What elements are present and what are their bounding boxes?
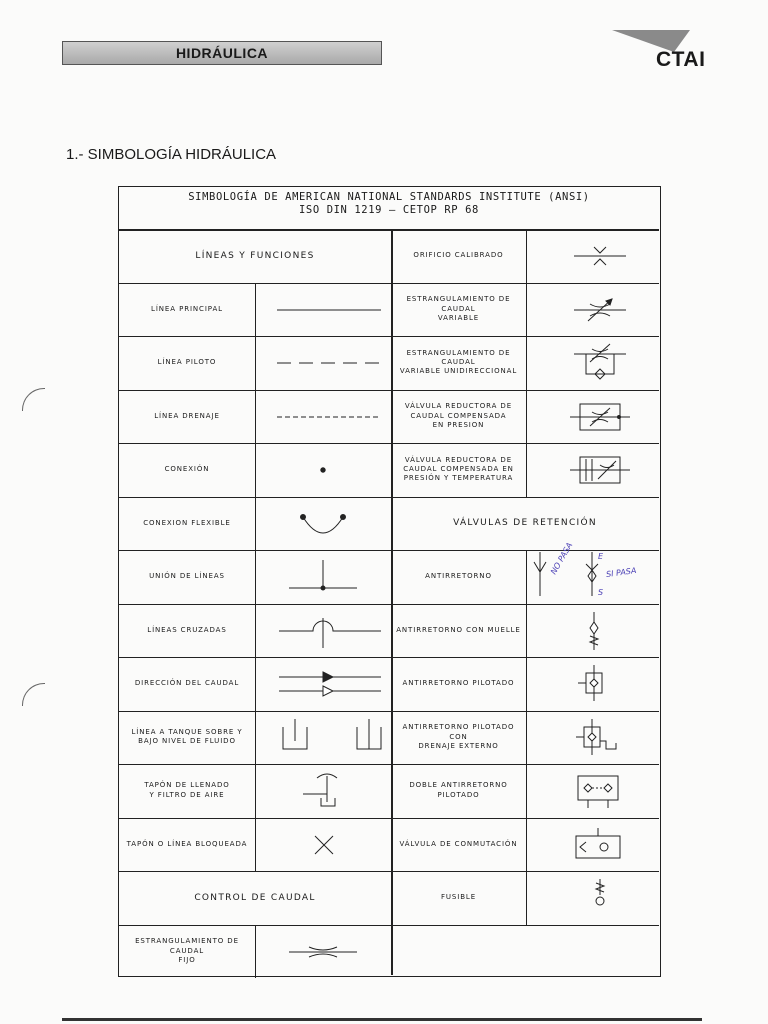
- shuttle-valve-icon: [530, 818, 660, 872]
- table-rule: [526, 550, 527, 604]
- symbol-label: LÍNEA A TANQUE SOBRE Y BAJO NIVEL DE FLUIDO: [131, 727, 243, 746]
- symbol-label: ESTRANGULAMIENTO DE CAUDAL VARIABLE UNIDIRECCIONAL: [399, 348, 518, 376]
- handwritten-note: E: [598, 552, 604, 561]
- binder-hole-mark: [22, 388, 45, 411]
- table-group-header: VÁLVULAS DE RETENCIÓN: [453, 518, 597, 529]
- table-rule: [526, 657, 527, 711]
- table-rule: [255, 604, 256, 658]
- drain-line-icon: [259, 390, 389, 444]
- symbol-label: ESTRANGULAMIENTO DE CAUDAL VARIABLE: [406, 295, 511, 322]
- symbol-label: FUSIBLE: [440, 893, 477, 902]
- variable-throttle-icon: [530, 283, 660, 337]
- crossed-lines-icon: [259, 604, 389, 658]
- table-rule: [526, 283, 527, 337]
- handwritten-note: S: [598, 588, 604, 597]
- table-rule: [526, 764, 527, 818]
- symbol-label: CONEXIÓN: [164, 465, 210, 474]
- table-rule: [255, 443, 256, 497]
- double-piloted-check-icon: [530, 764, 660, 818]
- flow-direction-icon: [259, 657, 389, 711]
- symbol-label: LÍNEA DRENAJE: [154, 411, 220, 420]
- symbol-label: LÍNEA PILOTO: [157, 358, 217, 367]
- symbol-label: [391, 925, 526, 979]
- footer-rule: [62, 1018, 702, 1021]
- table-rule: [255, 336, 256, 390]
- table-rule: [526, 443, 527, 497]
- symbol-table: [118, 186, 661, 977]
- fixed-throttle-icon: [259, 925, 389, 979]
- page-title: 1.- SIMBOLOGÍA HIDRÁULICA: [66, 146, 277, 163]
- piloted-check-drain-icon: [530, 711, 660, 765]
- symbol-label: DOBLE ANTIRRETORNO PILOTADO: [409, 781, 508, 799]
- blocked-line-icon: [259, 818, 389, 872]
- piloted-check-valve-icon: [530, 657, 660, 711]
- symbol-label: ANTIRRETORNO: [425, 572, 492, 581]
- company-logo: CTAI: [656, 48, 706, 71]
- handwritten-note: NO PASA: [548, 540, 575, 577]
- tank-line-icon: [259, 711, 389, 765]
- connection-dot-icon: [259, 443, 389, 497]
- fuse-valve-icon: [530, 871, 660, 925]
- table-title: SIMBOLOGÍA DE AMERICAN NATIONAL STANDARDS INSTITUTE (ANSI) ISO DIN 1219 — CETOP RP 68: [188, 191, 590, 216]
- temperature-compensated-valve-icon: [530, 443, 660, 497]
- table-rule: [255, 711, 256, 765]
- section-header-bar: HIDRÁULICA: [62, 41, 382, 65]
- table-rule: [526, 818, 527, 872]
- table-group-header: CONTROL DE CAUDAL: [194, 892, 316, 903]
- symbol-label: VÁLVULA REDUCTORA DE CAUDAL COMPENSADA EN PRESIÓN Y TEMPERATURA: [403, 455, 514, 483]
- table-rule: [255, 925, 256, 979]
- symbol-label: ANTIRRETORNO PILOTADO: [402, 679, 515, 688]
- symbol-label: TAPÓN DE LLENADO Y FILTRO DE AIRE: [144, 781, 230, 799]
- table-rule: [526, 711, 527, 765]
- table-rule: [526, 229, 527, 283]
- table-rule: [526, 390, 527, 444]
- table-rule: [255, 497, 256, 551]
- symbol-label: ANTIRRETORNO CON MUELLE: [396, 625, 521, 634]
- symbol-label: VÁLVULA DE CONMUTACIÓN: [399, 839, 518, 848]
- unidirectional-throttle-icon: [530, 336, 660, 390]
- symbol-label: UNIÓN DE LÍNEAS: [149, 572, 225, 581]
- symbol-label: ORIFICIO CALIBRADO: [413, 251, 504, 260]
- table-rule: [526, 871, 527, 925]
- table-group-header: LÍNEAS Y FUNCIONES: [195, 250, 315, 261]
- table-rule: [255, 764, 256, 818]
- table-rule: [526, 336, 527, 390]
- pilot-line-icon: [259, 336, 389, 390]
- symbol-label: LÍNEAS CRUZADAS: [147, 625, 227, 634]
- table-rule: [255, 550, 256, 604]
- filler-cap-icon: [259, 764, 389, 818]
- pressure-compensated-valve-icon: [530, 390, 660, 444]
- table-rule: [526, 604, 527, 658]
- symbol-label: ESTRANGULAMIENTO DE CAUDAL FIJO: [135, 937, 239, 964]
- table-rule: [255, 657, 256, 711]
- check-valve-icon: [530, 550, 660, 604]
- symbol-label: LÍNEA PRINCIPAL: [151, 304, 223, 313]
- spring-check-valve-icon: [530, 604, 660, 658]
- symbol-label: TAPÓN O LÍNEA BLOQUEADA: [126, 839, 248, 848]
- symbol-label: CONEXION FLEXIBLE: [143, 518, 231, 527]
- symbol-label: VÁLVULA REDUCTORA DE CAUDAL COMPENSADA EN PRESION: [404, 402, 513, 429]
- table-rule: [255, 818, 256, 872]
- binder-hole-mark: [22, 683, 45, 706]
- table-rule: [255, 283, 256, 337]
- symbol-label: DIRECCIÓN DEL CAUDAL: [134, 679, 240, 688]
- calibrated-orifice-icon: [530, 229, 660, 283]
- handwritten-note: SI PASA: [605, 565, 637, 580]
- flexible-connection-icon: [259, 497, 389, 551]
- symbol-label: ANTIRRETORNO PILOTADO CON DRENAJE EXTERNO: [402, 723, 515, 750]
- main-line-icon: [259, 283, 389, 337]
- table-rule: [255, 390, 256, 444]
- line-junction-icon: [259, 550, 389, 604]
